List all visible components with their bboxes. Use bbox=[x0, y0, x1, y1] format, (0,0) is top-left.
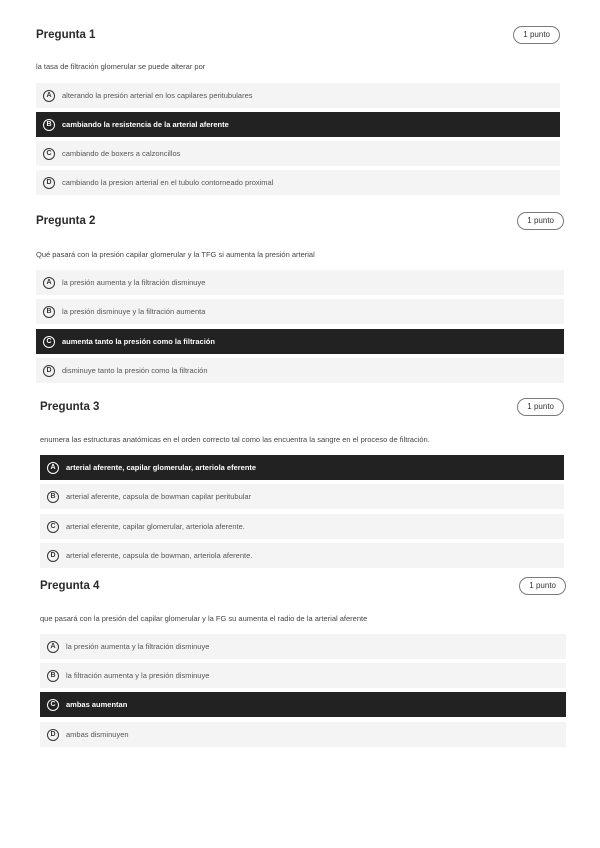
option-c[interactable] bbox=[40, 692, 566, 717]
question-title: Pregunta 3 bbox=[40, 401, 100, 413]
question-text: Qué pasará con la presión capilar glomerular y la TFG si aumenta la presión arterial bbox=[36, 250, 315, 259]
letter-c-circle: C bbox=[43, 148, 55, 160]
option-text: la presión disminuye y la filtración aumenta bbox=[62, 307, 206, 316]
letter-a-circle: A bbox=[47, 641, 59, 653]
option-text: ambas aumentan bbox=[66, 700, 128, 709]
letter-a-circle: A bbox=[43, 277, 55, 289]
option-b[interactable] bbox=[36, 112, 560, 137]
option-c[interactable] bbox=[36, 329, 564, 354]
option-b[interactable] bbox=[40, 484, 564, 509]
option-d[interactable] bbox=[36, 358, 564, 383]
question-2 bbox=[36, 212, 564, 375]
option-a[interactable] bbox=[40, 455, 564, 480]
option-text: aumenta tanto la presión como la filtración bbox=[62, 337, 215, 346]
points-badge: 1 punto bbox=[517, 398, 564, 416]
option-text: arterial aferente, capsula de bowman capilar peritubular bbox=[66, 492, 252, 501]
question-text: la tasa de filtración glomerular se puede alterar por bbox=[36, 62, 206, 71]
question-header bbox=[40, 398, 564, 418]
letter-d-circle: D bbox=[43, 365, 55, 377]
letter-a-circle: A bbox=[47, 462, 59, 474]
option-a[interactable] bbox=[40, 634, 566, 659]
option-text: la presión aumenta y la filtración disminuye bbox=[66, 642, 210, 651]
letter-c-circle: C bbox=[43, 336, 55, 348]
option-d[interactable] bbox=[36, 170, 560, 195]
option-c[interactable] bbox=[36, 141, 560, 166]
option-a[interactable] bbox=[36, 270, 564, 295]
option-text: la presión aumenta y la filtración disminuye bbox=[62, 278, 206, 287]
option-text: ambas disminuyen bbox=[66, 730, 129, 739]
question-header bbox=[36, 26, 560, 46]
question-title: Pregunta 4 bbox=[40, 580, 100, 592]
letter-b-circle: B bbox=[43, 306, 55, 318]
option-text: arterial eferente, capsula de bowman, arteriola aferente. bbox=[66, 551, 253, 560]
question-4 bbox=[40, 577, 566, 739]
option-b[interactable] bbox=[36, 299, 564, 324]
letter-d-circle: D bbox=[43, 177, 55, 189]
option-c[interactable] bbox=[40, 514, 564, 539]
option-a[interactable] bbox=[36, 83, 560, 108]
question-header bbox=[40, 577, 566, 597]
letter-c-circle: C bbox=[47, 521, 59, 533]
option-text: la filtración aumenta y la presión disminuye bbox=[66, 671, 210, 680]
option-d[interactable] bbox=[40, 722, 566, 747]
question-text: que pasará con la presión del capilar glomerular y la FG su aumenta el radio de la arterial aferente bbox=[40, 614, 368, 623]
option-b[interactable] bbox=[40, 663, 566, 688]
question-title: Pregunta 1 bbox=[36, 29, 96, 41]
points-badge: 1 punto bbox=[513, 26, 560, 44]
question-1 bbox=[36, 26, 560, 187]
letter-d-circle: D bbox=[47, 729, 59, 741]
letter-b-circle: B bbox=[47, 670, 59, 682]
letter-d-circle: D bbox=[47, 550, 59, 562]
option-text: cambiando la presion arterial en el tubulo contorneado proximal bbox=[62, 178, 274, 187]
option-text: cambiando de boxers a calzoncillos bbox=[62, 149, 181, 158]
option-text: alterando la presión arterial en los capilares peritubulares bbox=[62, 91, 253, 100]
letter-b-circle: B bbox=[43, 119, 55, 131]
option-text: arterial eferente, capilar glomerular, arteriola aferente. bbox=[66, 522, 245, 531]
letter-b-circle: B bbox=[47, 491, 59, 503]
question-3 bbox=[40, 398, 564, 560]
option-text: cambiando la resistencia de la arterial aferente bbox=[62, 120, 229, 129]
option-text: arterial aferente, capilar glomerular, arteriola eferente bbox=[66, 463, 257, 472]
question-title: Pregunta 2 bbox=[36, 215, 96, 227]
letter-c-circle: C bbox=[47, 699, 59, 711]
points-badge: 1 punto bbox=[519, 577, 566, 595]
letter-a-circle: A bbox=[43, 90, 55, 102]
question-header bbox=[36, 212, 564, 232]
question-text: enumera las estructuras anatómicas en el orden correcto tal como las encuentra la sangre en el proceso de filtración. bbox=[40, 435, 430, 444]
points-badge: 1 punto bbox=[517, 212, 564, 230]
option-text: disminuye tanto la presión como la filtración bbox=[62, 366, 208, 375]
option-d[interactable] bbox=[40, 543, 564, 568]
